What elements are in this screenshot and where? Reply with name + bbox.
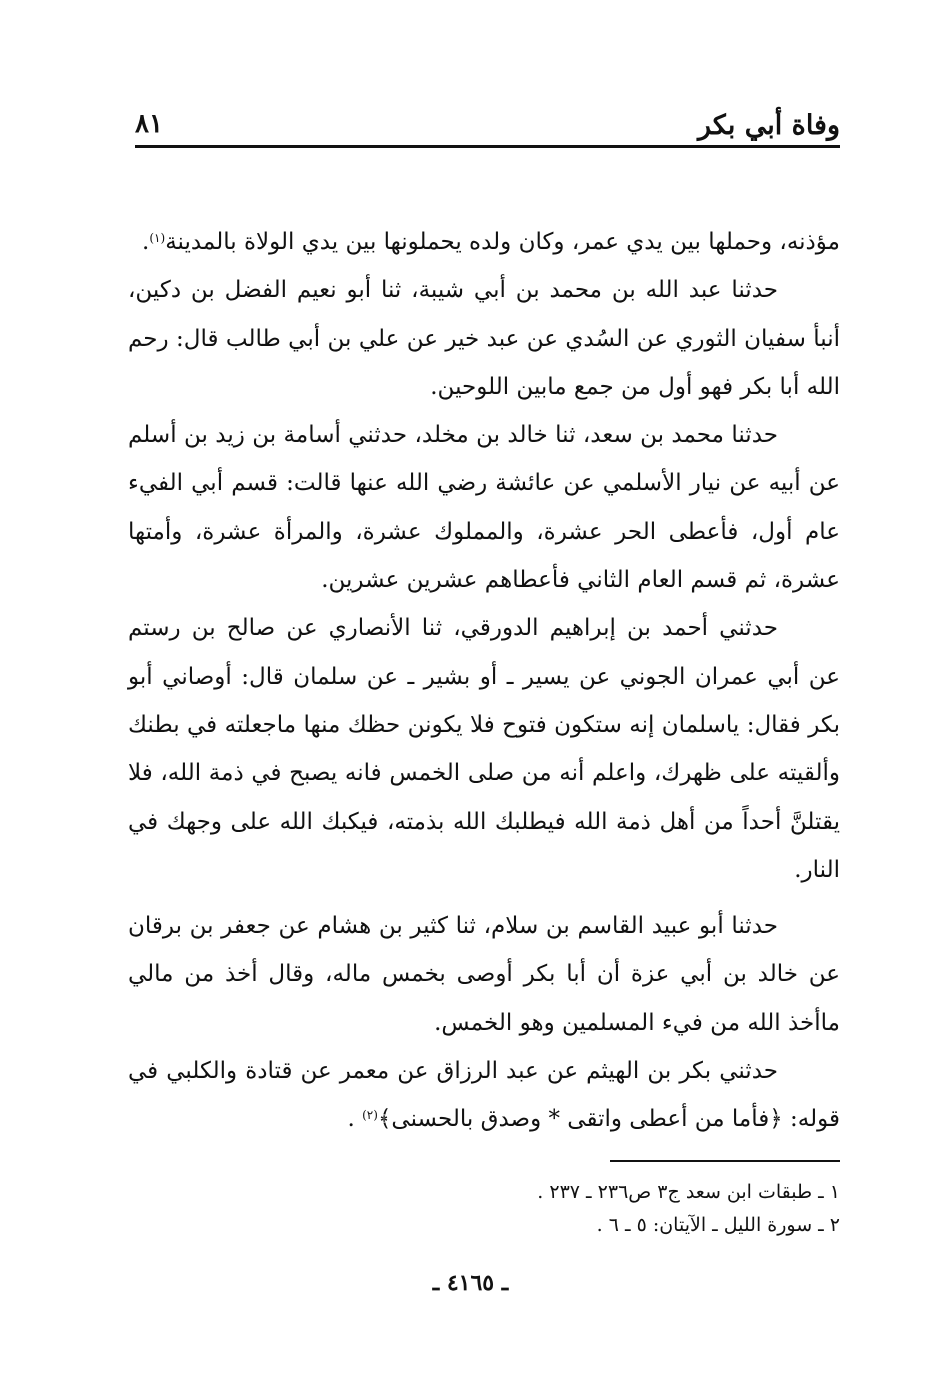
footnotes — [300, 1176, 840, 1242]
footnote-divider — [610, 1160, 840, 1162]
paragraph-3: حدثنا محمد بن سعد، ثنا خالد بن مخلد، حدثني أسامة بن زيد بن أسلم عن أبيه عن نيار الأسلمي عن عائشة رضي الله عنها قالت: قسم أبي الفيء عام أول، فأعطى الحر عشرة، والمملوك عشرة، والمرأة عشرة، وأمتها عشرة، ثم قسم العام الثاني فأعطاهم عشرين عشرين. — [128, 422, 840, 594]
running-header — [135, 92, 840, 148]
paragraph-4: حدثني أحمد بن إبراهيم الدورقي، ثنا الأنصاري عن صالح بن رستم عن أبي عمران الجوني عن يسير ـ أو بشير ـ عن سلمان قال: أوصاني أبو بكر فقال: ياسلمان إنه ستكون فتوح فلا يكونن حظك منها ماجعلته في بطنك وألقيته على ظهرك، واعلم أنه من صلى الخمس فانه يصبح في ذمة الله، فلا يقتلنَّ أحداً من أهل ذمة الله فيطلبك الله بذمته، فيكبك الله على وجهك في النار. — [128, 615, 840, 883]
paragraph-6-tail: . — [347, 1106, 363, 1133]
footnote-ref-1: (١) — [149, 231, 166, 245]
running-title: وفاة أبي بكر — [698, 110, 840, 141]
paragraph-6 — [128, 1047, 840, 1144]
paragraph-5: حدثنا أبو عبيد القاسم بن سلام، ثنا كثير بن هشام عن جعفر بن برقان عن خالد بن أبي عزة أن أبا بكر أوصى بخمس ماله، وقال أخذ من مالي ماأخذ الله من فيء المسلمين وهو الخمس. — [128, 913, 840, 1036]
paragraph-1 — [128, 218, 840, 266]
footnote-1: ١ ـ طبقات ابن سعد ج٣ ص٢٣٦ ـ ٢٣٧ . — [537, 1181, 840, 1203]
paragraph-6-text: حدثني بكر بن الهيثم عن عبد الرزاق عن معمر عن قتادة والكلبي في قوله: ﴿فأما من أعطى واتقى * وصدق بالحسنى﴾ — [128, 1058, 840, 1133]
paragraph-1-text: مؤذنه، وحملها بين يدي عمر، وكان ولده يحملونها بين يدي الولاة بالمدينة — [165, 229, 840, 255]
main-text — [128, 218, 840, 1144]
paragraph-1-tail: . — [142, 229, 150, 255]
page-number: ٨١ — [135, 109, 163, 139]
footnote-2: ٢ ـ سورة الليل ـ الآيتان: ٥ ـ ٦ . — [596, 1214, 840, 1236]
folio-number: ـ ٤١٦٥ ـ — [432, 1270, 509, 1296]
footnote-ref-2: (٢) — [362, 1108, 378, 1123]
paragraph-2: حدثنا عبد الله بن محمد بن أبي شيبة، ثنا أبو نعيم الفضل بن دكين، أنبأ سفيان الثوري عن السُدي عن عبد خير عن علي بن أبي طالب قال: رحم الله أبا بكر فهو أول من جمع مابين اللوحين. — [128, 277, 840, 400]
